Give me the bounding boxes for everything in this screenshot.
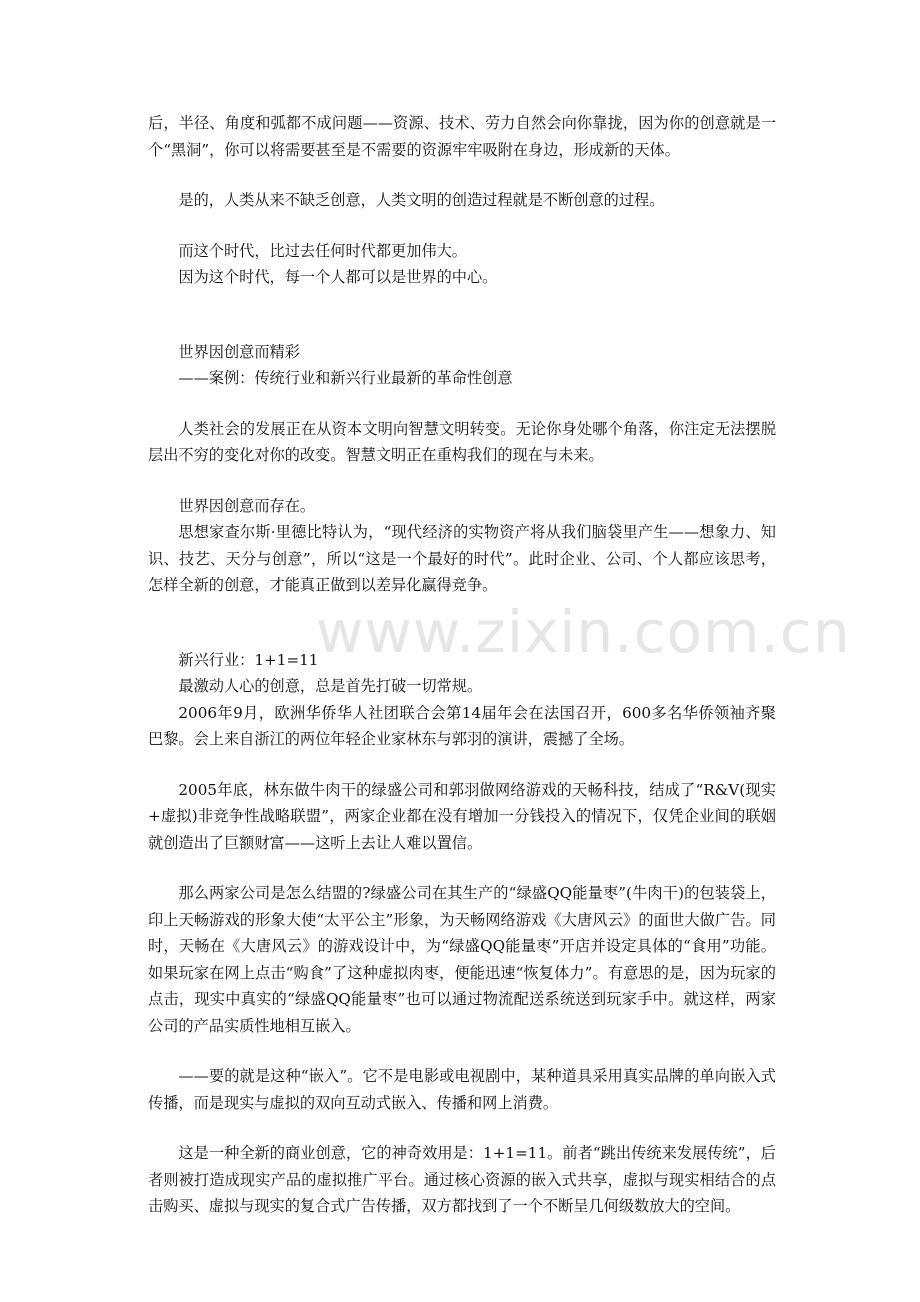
- section-title-world-creativity: 世界因创意而精彩: [178, 342, 300, 361]
- paragraph-break-rules: 最激动人心的创意，总是首先打破一切常规。: [178, 677, 483, 695]
- paragraph-conference-2006: 2006年9月，欧洲华侨华人社团联合会第14届年会在法国召开，600多名华侨领袖齐聚巴黎。会上来自浙江的两位年轻企业家林东与郭羽的演讲，震撼了全场。: [148, 703, 776, 748]
- paragraph-leadbeater-quote: 思想家查尔斯·里德比特认为，“现代经济的实物资产将从我们脑袋里产生——想象力、知识、技艺、天分与创意”，所以“这是一个最好的时代”。此时企业、公司、个人都应该思考，怎样全新的创意，才能真正做到以差异化赢得竞争。: [148, 523, 776, 594]
- document-body: [148, 110, 851, 1220]
- paragraph-this-era: 而这个时代，比过去任何时代都更加伟大。: [178, 241, 467, 260]
- paragraph-alliance-2005: 2005年底，林东做牛肉干的绿盛公司和郭羽做网络游戏的天畅科技，结成了“R&V(现实+虚拟)非竞争性战略联盟”，两家企业都在没有增加一分钱投入的情况下，仅凭企业间的联姻就创造出了巨额财富——这听上去让人难以置信。: [148, 780, 776, 852]
- section-subtitle-cases: ——案例：传统行业和新兴行业最新的革命性创意: [178, 369, 513, 387]
- paragraph-black-hole: 后，半径、角度和弧都不成问题——资源、技术、劳力自然会向你靠拢，因为你的创意就是一个“黑洞”，你可以将需要甚至是不需要的资源牢牢吸附在身边，形成新的天体。: [148, 114, 776, 159]
- paragraph-world-center: 因为这个时代，每一个人都可以是世界的中心。: [178, 268, 498, 286]
- paragraph-world-exists: 世界因创意而存在。: [178, 496, 316, 515]
- paragraph-alliance-details: 那么两家公司是怎么结盟的?绿盛公司在其生产的“绿盛QQ能量枣”(牛肉干)的包装袋上，印上天畅游戏的形象大使“太平公主”形象，为天畅网络游戏《大唐风云》的面世大做广告。同时，天畅在《大唐风云》的游戏设计中，为“绿盛QQ能量枣”开店并设定具体的“食用”功能。如果玩家在网上点击“购食”了这种虚拟肉枣，便能迅速“恢复体力”。有意思的是，因为玩家的点击，现实中真实的“绿盛QQ能量枣”也可以通过物流配送系统送到玩家手中。就这样，两家公司的产品实质性地相互嵌入。: [148, 884, 776, 1035]
- paragraph-embedding: ——要的就是这种“嵌入”。它不是电影或电视剧中，某种道具采用真实品牌的单向嵌入式传播，而是现实与虚拟的双向互动式嵌入、传播和网上消费。: [148, 1067, 776, 1112]
- watermark-text: www.zixin.com.cn: [316, 598, 851, 666]
- section-title-emerging-industry: 新兴行业：1+1=11: [178, 650, 319, 669]
- paragraph-new-business-idea: 这是一种全新的商业创意，它的神奇效用是：1+1=11。前者“跳出传统来发展传统”，后者则被打造成现实产品的虚拟推广平台。通过核心资源的嵌入式共享，虚拟与现实相结合的点击购买、虚拟与现实的复合式广告传播，双方都找到了一个不断呈几何级数放大的空间。: [148, 1144, 776, 1215]
- paragraph-wisdom-civilization: 人类社会的发展正在从资本文明向智慧文明转变。无论你身处哪个角落，你注定无法摆脱层出不穷的变化对你的改变。智慧文明正在重构我们的现在与未来。: [148, 419, 776, 464]
- paragraph-human-creativity: 是的，人类从来不缺乏创意，人类文明的创造过程就是不断创意的过程。: [178, 191, 665, 209]
